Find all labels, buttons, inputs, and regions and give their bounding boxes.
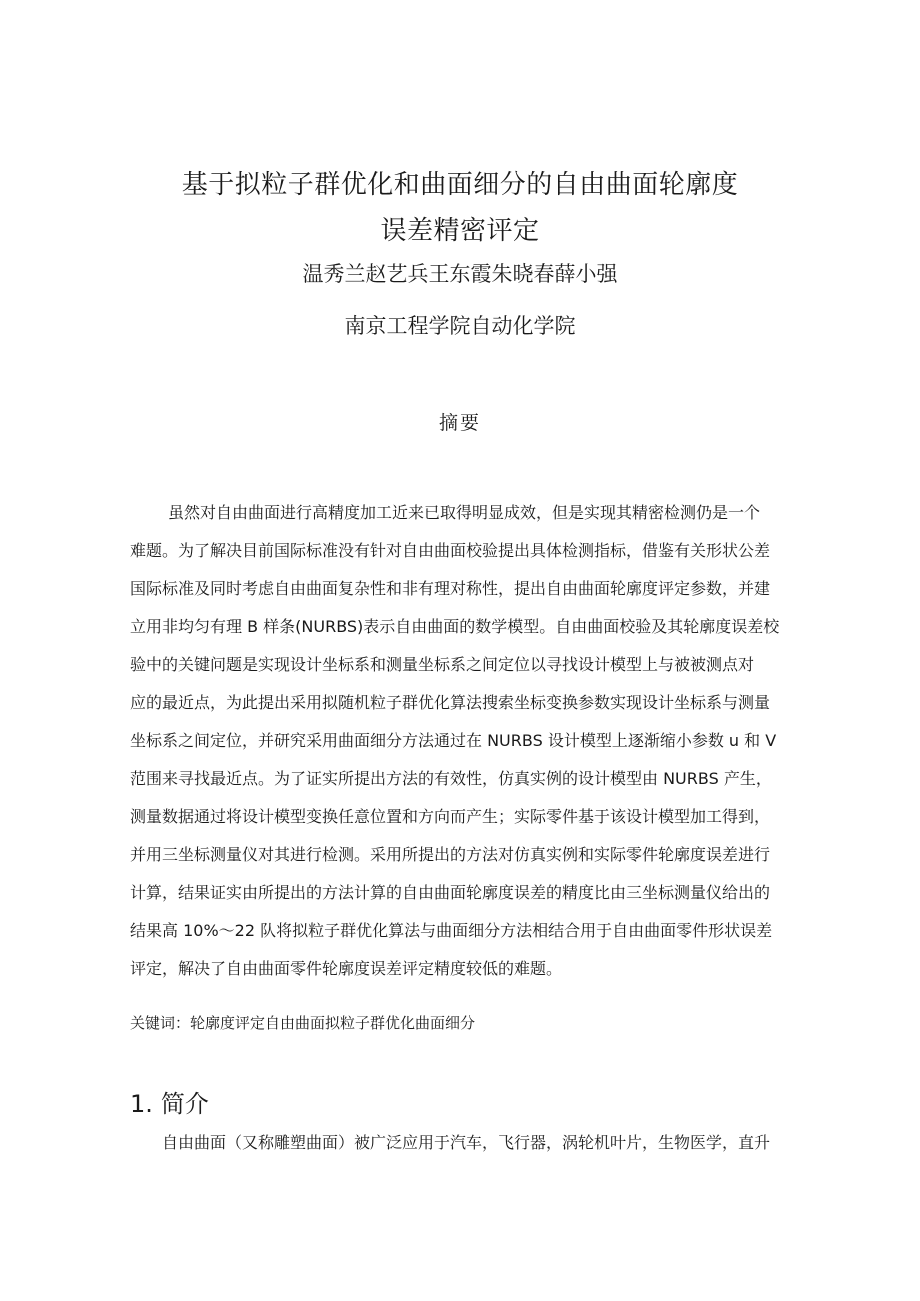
abstract-line: 计算，结果证实由所提出的方法计算的自由曲面轮廓度误差的精度比由三坐标测量仪给出的	[130, 883, 771, 902]
abstract-line: 坐标系之间定位，并研究采用曲面细分方法通过在 NURBS 设计模型上逐渐缩小参数 u 和 V	[130, 731, 777, 750]
section-title: 简介	[160, 1090, 209, 1118]
abstract-heading: 摘要	[438, 412, 481, 434]
author-list: 温秀兰赵艺兵王东霞朱晓春薛小强	[302, 262, 618, 286]
abstract-line: 国际标准及同时考虑自由曲面复杂性和非有理对称性，提出自由曲面轮廓度评定参数，并建	[130, 579, 771, 598]
section-1-body	[130, 1124, 800, 1162]
keywords: 关键词：轮廓度评定自由曲面拟粒子群优化曲面细分	[130, 1014, 476, 1032]
abstract-line: 范围来寻找最近点。为了证实所提出方法的有效性，仿真实例的设计模型由 NURBS 产生，	[130, 769, 772, 788]
abstract-line: 应的最近点，为此提出采用拟随机粒子群优化算法搜索坐标变换参数实现设计坐标系与测量	[130, 693, 771, 712]
abstract-line: 难题。为了解决目前国际标准没有针对自由曲面校验提出具体检测指标，借鉴有关形状公差	[130, 541, 771, 560]
section-number: 1.	[130, 1090, 153, 1118]
abstract-line: 验中的关键问题是实现设计坐标系和测量坐标系之间定位以寻找设计模型上与被被测点对	[130, 655, 755, 674]
section-1-heading	[130, 1084, 209, 1119]
abstract-line: 测量数据通过将设计模型变换任意位置和方向而产生；实际零件基于该设计模型加工得到，	[130, 807, 771, 826]
abstract-body	[130, 494, 800, 988]
paper-title-line-2: 误差精密评定	[380, 216, 540, 246]
abstract-line: 结果高 10%〜22 队将拟粒子群优化算法与曲面细分方法相结合用于自由曲面零件形状误差	[130, 921, 773, 940]
abstract-line: 虽然对自由曲面进行高精度加工近来已取得明显成效，但是实现其精密检测仍是一个	[168, 503, 761, 522]
abstract-line: 评定，解决了自由曲面零件轮廓度误差评定精度较低的难题。	[130, 959, 563, 978]
section-paragraph-line: 自由曲面（又称雕塑曲面）被广泛应用于汽车，飞行器，涡轮机叶片，生物医学，直升	[162, 1133, 771, 1152]
abstract-line: 立用非均匀有理 B 样条(NURBS)表示自由曲面的数学模型。自由曲面校验及其轮廓度误差校	[130, 617, 780, 636]
paper-title-line-1: 基于拟粒子群优化和曲面细分的自由曲面轮廓度	[181, 170, 739, 200]
affiliation: 南京工程学院自动化学院	[344, 314, 576, 338]
abstract-line: 并用三坐标测量仪对其进行检测。采用所提出的方法对仿真实例和实际零件轮廓度误差进行	[130, 845, 771, 864]
